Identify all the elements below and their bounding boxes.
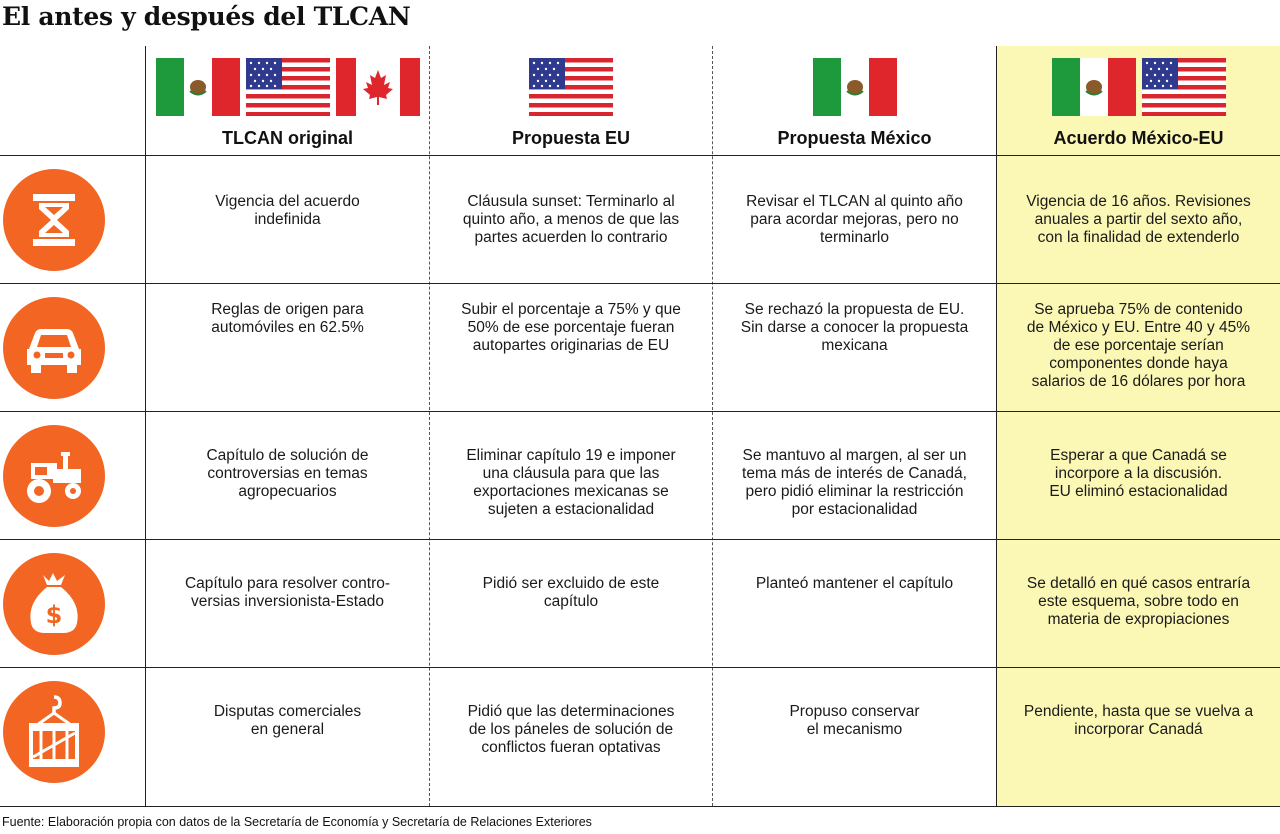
svg-text:$: $ (45, 601, 63, 629)
table-cell: Se aprueba 75% de contenido de México y EU. Entre 40 y 45% de ese porcentaje serían componentes donde haya salarios de 16 dólares por hora (1026, 301, 1251, 390)
tractor-icon (3, 425, 105, 527)
table-cell: Reglas de origen para automóviles en 62.5% (211, 301, 364, 336)
grid-line (996, 46, 997, 806)
table-cell: Se mantuvo al margen, al ser un tema más de interés de Canadá, pero pidió eliminar la restricción por estacionalidad (742, 447, 967, 518)
column-header: Acuerdo México-EU (1053, 128, 1224, 148)
grid-line (429, 46, 430, 806)
us-flag-icon (1142, 58, 1226, 116)
mexico-flag-icon (813, 58, 897, 116)
grid-line (145, 46, 146, 806)
table-cell: Vigencia del acuerdo indefinida (215, 193, 360, 228)
car-icon (3, 297, 105, 399)
flags-group (997, 58, 1280, 116)
table-cell: Capítulo de solución de controversias en temas agropecuarios (206, 447, 369, 500)
flags-group (430, 58, 712, 116)
column-header: Propuesta México (777, 128, 932, 148)
table-cell: Revisar el TLCAN al quinto año para acordar mejoras, pero no terminarlo (746, 193, 963, 246)
flags-group (146, 58, 429, 116)
table-cell: Pendiente, hasta que se vuelva a incorporar Canadá (1023, 703, 1254, 738)
table-cell: Esperar a que Canadá se incorpore a la discusión. EU eliminó estacionalidad (1049, 447, 1228, 500)
table-cell: Pidió que las determinaciones de los páneles de solución de conflictos fueran optativas (467, 703, 675, 756)
table-cell: Se rechazó la propuesta de EU. Sin darse a conocer la propuesta mexicana (740, 301, 969, 354)
table-cell: Eliminar capítulo 19 e imponer una cláusula para que las exportaciones mexicanas se sujeten a estacionalidad (466, 447, 676, 518)
table-cell: Se detalló en qué casos entraría este esquema, sobre todo en materia de expropiaciones (1026, 575, 1251, 628)
column-header: TLCAN original (222, 128, 353, 148)
flags-group (713, 58, 996, 116)
grid-line (712, 46, 713, 806)
grid-line (0, 411, 1280, 412)
table-cell: Planteó mantener el capítulo (755, 575, 954, 592)
us-flag-icon (246, 58, 330, 116)
table-cell: Vigencia de 16 años. Revisiones anuales a partir del sexto año, con la finalidad de extenderlo (1026, 193, 1251, 246)
grid-line (0, 806, 1280, 807)
grid-line (0, 283, 1280, 284)
grid-line (0, 539, 1280, 540)
money-bag-icon (3, 553, 105, 655)
hourglass-icon (3, 169, 105, 271)
us-flag-icon (529, 58, 613, 116)
table-cell: Disputas comerciales en general (213, 703, 362, 738)
mexico-flag-icon (1052, 58, 1136, 116)
source-footer: Fuente: Elaboración propia con datos de la Secretaría de Economía y Secretaría de Relaciones Exteriores (2, 815, 592, 829)
canada-flag-icon (336, 58, 420, 116)
grid-line (0, 155, 1280, 156)
column-header: Propuesta EU (511, 128, 631, 148)
table-cell: Capítulo para resolver contro- versias inversionista-Estado (184, 575, 391, 610)
table-cell: Subir el porcentaje a 75% y que 50% de ese porcentaje fueran autopartes originarias de EU (461, 301, 681, 354)
page-title: El antes y después del TLCAN (2, 2, 411, 31)
highlight-column (996, 46, 1280, 806)
mexico-flag-icon (156, 58, 240, 116)
table-cell: Pidió ser excluido de este capítulo (482, 575, 660, 610)
table-cell: Propuso conservar el mecanismo (789, 703, 920, 738)
grid-line (0, 667, 1280, 668)
table-cell: Cláusula sunset: Terminarlo al quinto año, a menos de que las partes acuerden lo contrario (462, 193, 680, 246)
cargo-crate-icon (3, 681, 105, 783)
